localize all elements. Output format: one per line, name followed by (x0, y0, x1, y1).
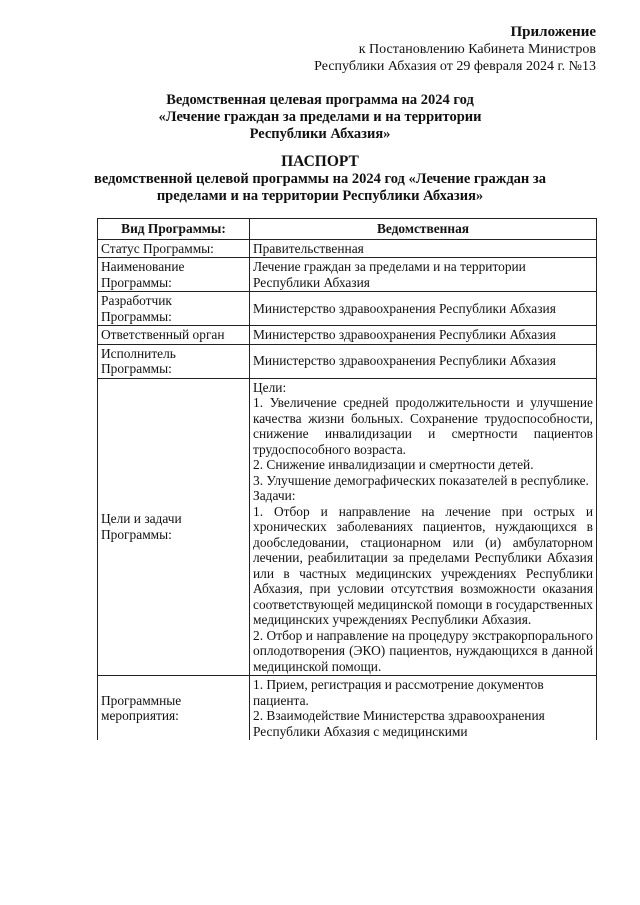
appendix-line-2: Республики Абхазия от 29 февраля 2024 г. №13 (314, 59, 596, 74)
table-row (98, 378, 597, 676)
developer-value: Министерство здравоохранения Республики Абхазия (250, 292, 597, 326)
activities-label: Программные мероприятия: (98, 676, 250, 741)
table-row (98, 326, 597, 345)
program-title-line-2: «Лечение граждан за пределами и на территории (158, 109, 482, 125)
status-label: Статус Программы: (98, 239, 250, 258)
table-header-row (98, 219, 597, 240)
tasks-heading: Задачи: (253, 488, 296, 503)
table-row (98, 676, 597, 741)
passport-table (97, 218, 597, 740)
appendix-header (314, 24, 596, 75)
program-title-line-1: Ведомственная целевая программа на 2024 год (166, 92, 474, 108)
header-cell-type: Вид Программы: (98, 219, 250, 240)
table-row (98, 258, 597, 292)
developer-label: Разработчик Программы: (98, 292, 250, 326)
task-item: 2. Отбор и направление на процедуру экстракорпорального оплодотворения (ЭКО) пациентов, нуждающихся в данной медицинской помощи. (253, 627, 593, 674)
goals-value (250, 378, 597, 676)
table-row (98, 292, 597, 326)
appendix-title: Приложение (510, 24, 596, 40)
header-cell-value: Ведомственная (250, 219, 597, 240)
goal-item: 2. Снижение инвалидизации и смертности детей. (253, 457, 534, 472)
passport-title: ПАСПОРТ (281, 153, 359, 170)
activities-value (250, 676, 597, 741)
table-row (98, 344, 597, 378)
task-item: 1. Отбор и направление на лечение при острых и хронических заболеваниях пациентов, нуждающихся в дообследовании, стационарном или (и) амбулаторном лечении, реабилитации за пределами Республики Абхазия или в частных медицинских учреждениях Республики Абхазия, при условии отсутствия возможности оказания соответствующей медицинской помощи в государственных медицинских учреждениях Республики Абхазия. (253, 503, 593, 627)
table-row (98, 239, 597, 258)
program-title-line-3: Республики Абхазия» (249, 126, 391, 142)
name-value: Лечение граждан за пределами и на территории Республики Абхазия (250, 258, 597, 292)
program-title (60, 92, 580, 143)
executor-label: Исполнитель Программы: (98, 344, 250, 378)
activity-item: 1. Прием, регистрация и рассмотрение документов пациента. (253, 677, 544, 708)
responsible-label: Ответственный орган (98, 326, 250, 345)
appendix-line-1: к Постановлению Кабинета Министров (358, 42, 596, 57)
goal-item: 1. Увеличение средней продолжительности и улучшение качества жизни больных. Сохранение трудоспособности, снижение инвалидизации и смертности пациентов трудоспособного возраста. (253, 395, 593, 457)
goals-label: Цели и задачи Программы: (98, 378, 250, 676)
goal-item: 3. Улучшение демографических показателей в республике. (253, 472, 589, 488)
status-value: Правительственная (250, 239, 597, 258)
passport-subtitle: ведомственной целевой программы на 2024 год «Лечение граждан за пределами и на территории Республики Абхазия» (94, 171, 546, 204)
name-label: Наименование Программы: (98, 258, 250, 292)
executor-value: Министерство здравоохранения Республики Абхазия (250, 344, 597, 378)
goals-heading: Цели: (253, 379, 287, 395)
activity-item: 2. Взаимодействие Министерства здравоохранения Республики Абхазия с медицинскими (253, 708, 545, 739)
responsible-value: Министерство здравоохранения Республики Абхазия (250, 326, 597, 345)
